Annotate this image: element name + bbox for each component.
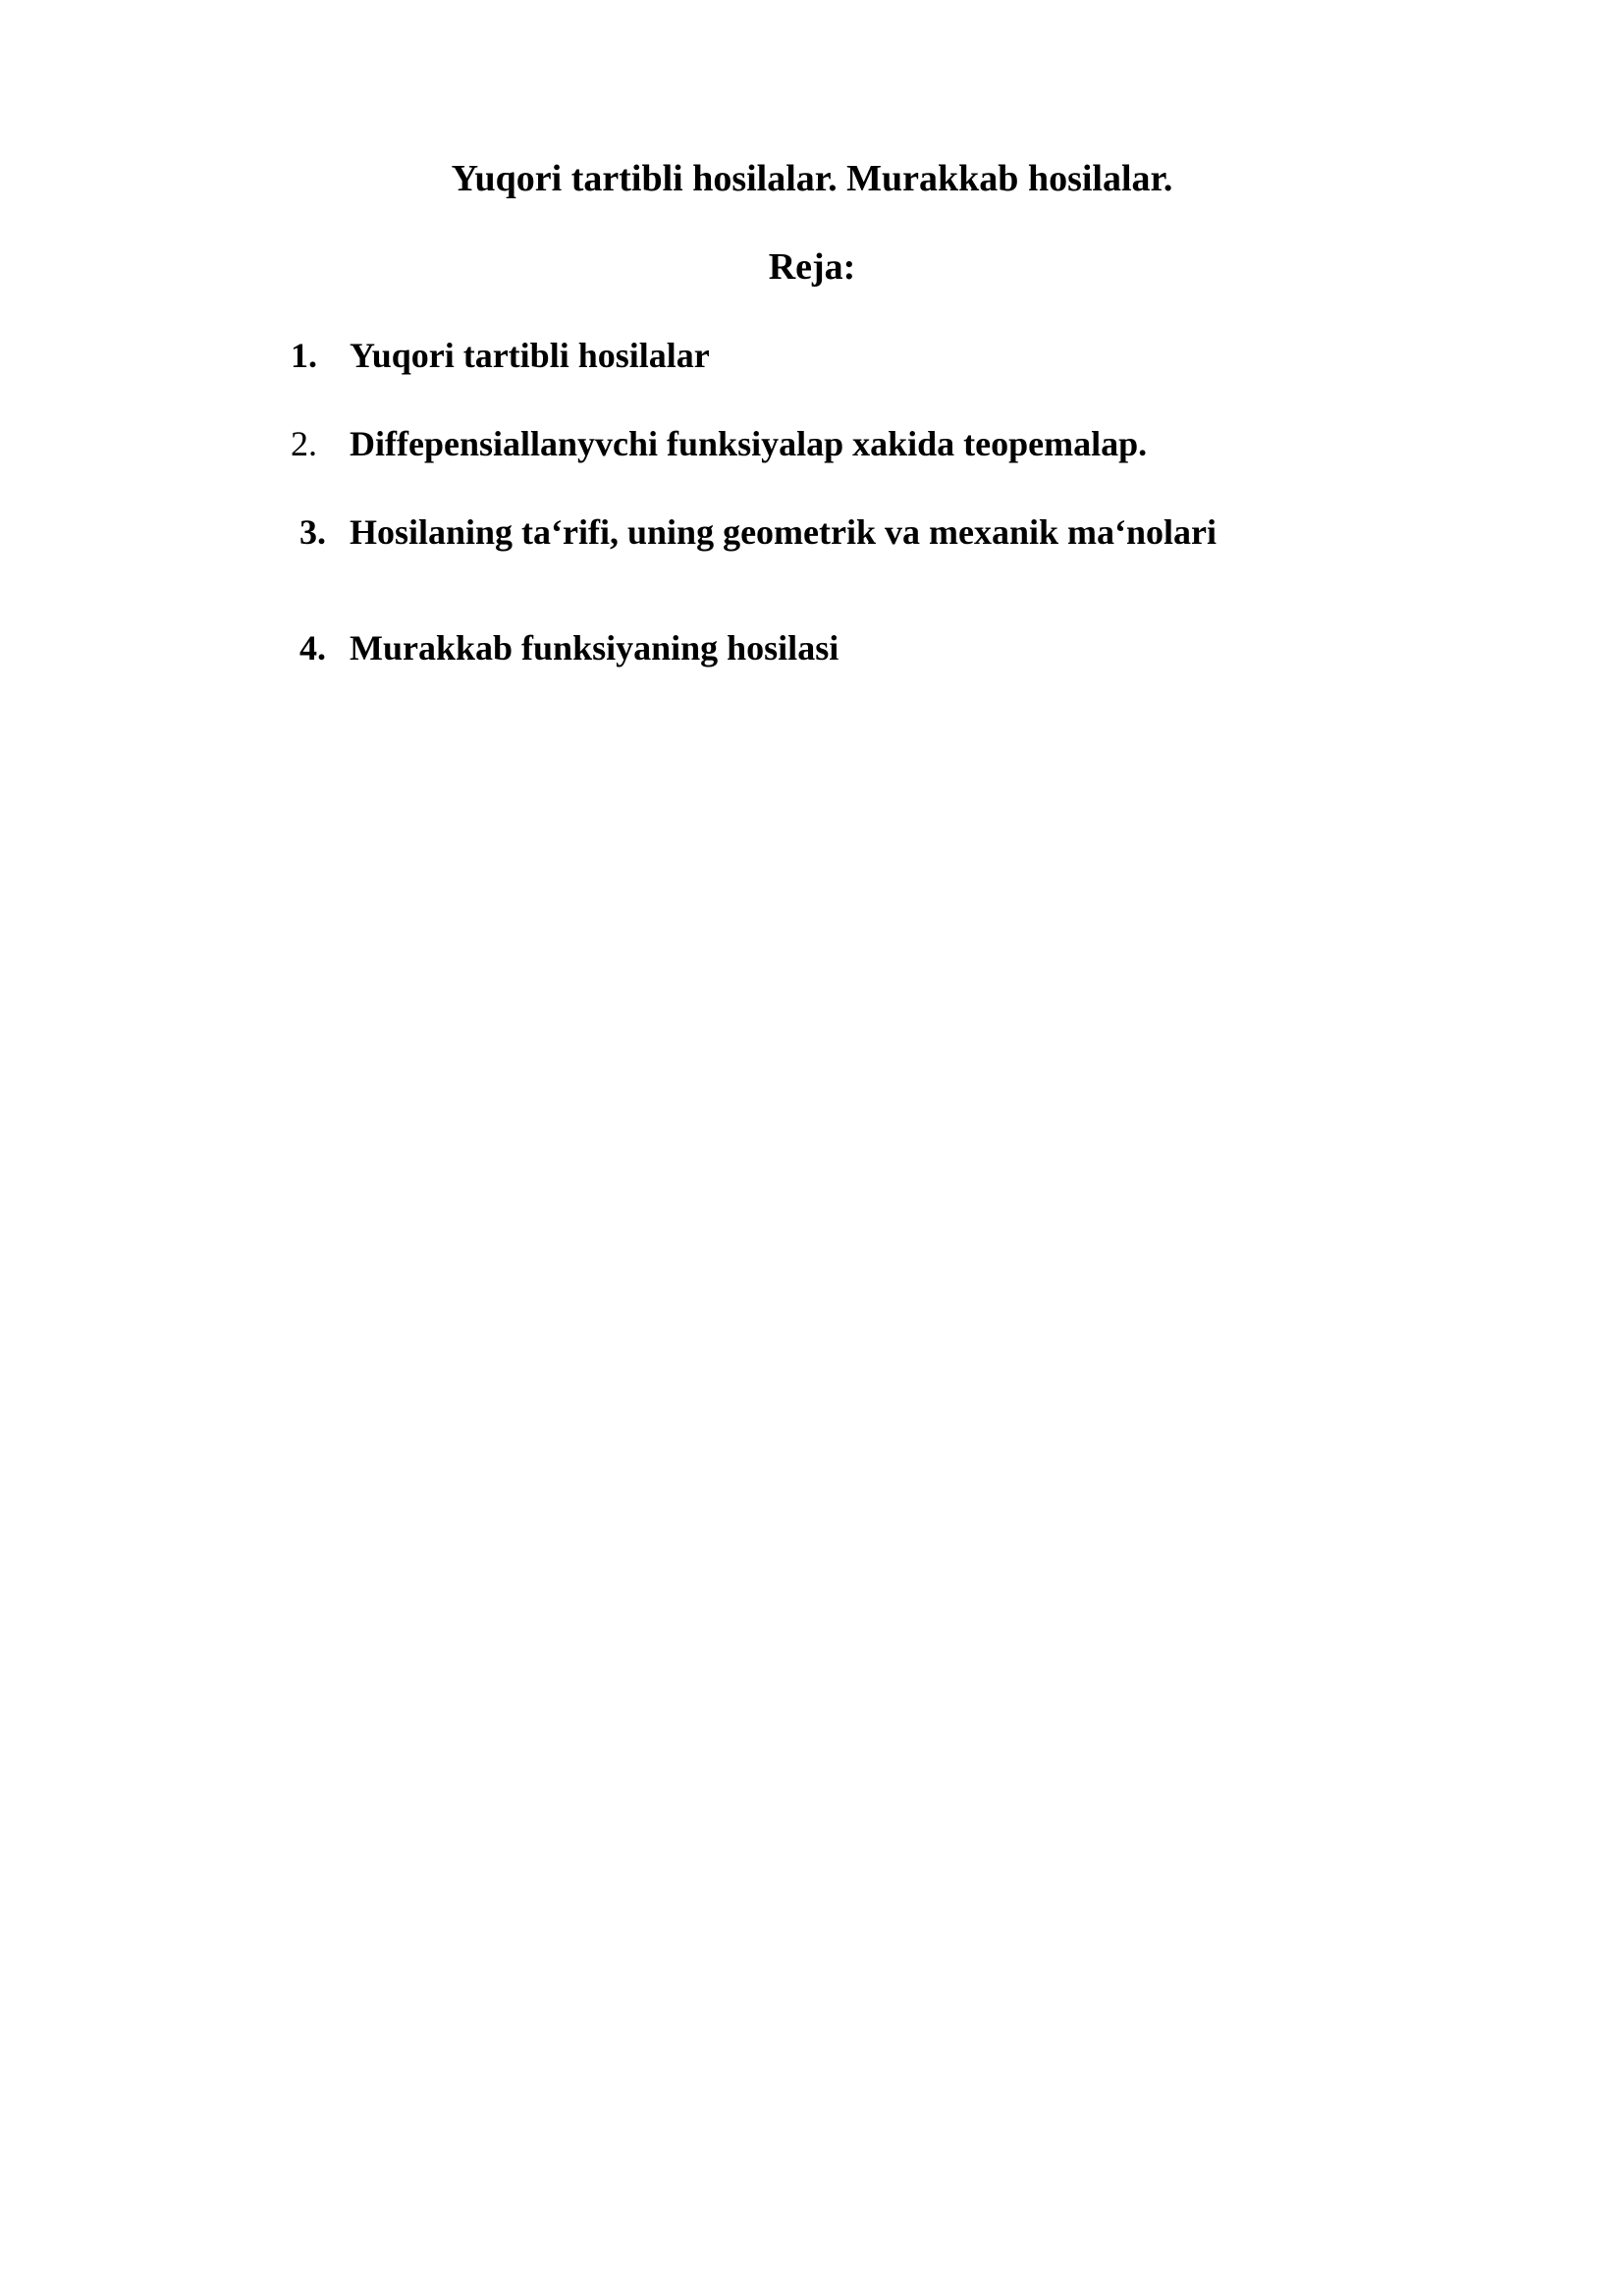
plan-item-text: Murakkab funksiyaning hosilasi: [350, 628, 839, 667]
plan-item-text: Hosilaning ta‘rifi, uning geometrik va mexanik ma‘nolari: [350, 512, 1218, 552]
plan-item-number: 2.: [291, 424, 317, 463]
plan-item-number: 4.: [299, 628, 326, 667]
plan-item-number: 3.: [299, 512, 326, 552]
document-title: Yuqori tartibli hosilalar. Murakkab hosilalar.: [451, 158, 1173, 199]
plan-item-text: Yuqori tartibli hosilalar: [350, 336, 710, 375]
plan-item-text: Diffepensiallanyvchi funksiyalap xakida teopemalap.: [350, 424, 1148, 463]
plan-heading: Reja:: [768, 246, 856, 288]
plan-item-number: 1.: [291, 336, 317, 375]
